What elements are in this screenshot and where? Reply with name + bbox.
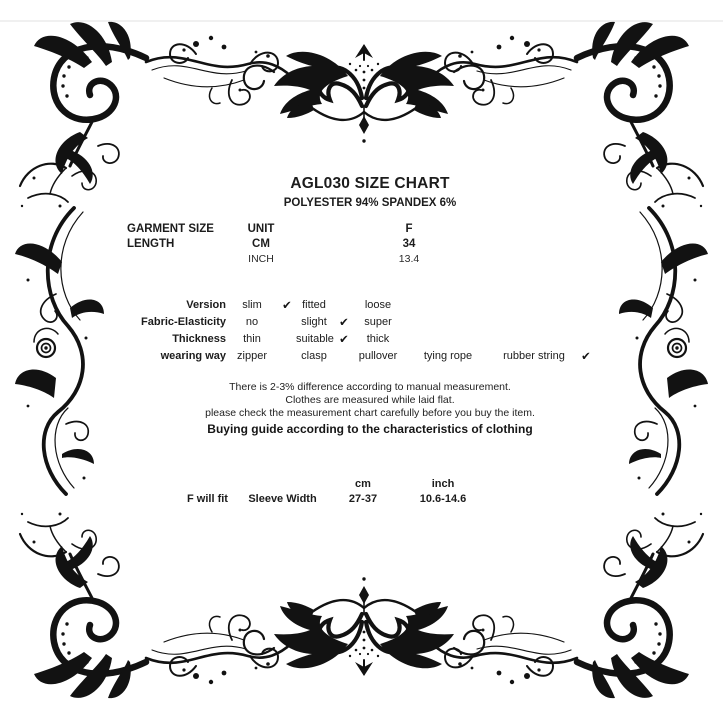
garment-size-table [127,221,471,266]
flourish-crest-top [164,44,564,143]
option-label: rubber string [503,349,565,362]
size-row-label: LENGTH [127,237,175,250]
option-label: pullover [358,349,398,362]
check-icon: ✔ [339,333,349,346]
fit-table [170,476,480,506]
option-label: super [364,315,392,328]
option-label: slim [242,298,262,311]
attribute-label: Fabric-Elasticity [141,315,226,328]
option-label: fitted [302,298,326,311]
size-unit-inch: INCH [248,252,274,265]
flourish-corner-bottom-left [20,513,292,699]
size-unit-header: UNIT [247,222,275,235]
attribute-label: Thickness [172,332,226,345]
check-icon: ✔ [282,299,292,312]
fit-header-inch: inch [431,477,455,490]
option-label: thin [243,332,261,345]
size-column-header: F [405,222,413,235]
option-label: suitable [296,332,334,345]
fit-cm-value: 27-37 [348,492,378,505]
option-label: thick [366,332,390,345]
buying-guide-heading: Buying guide according to the characteristics of clothing [207,422,533,436]
option-label: no [245,315,259,328]
option-label: zipper [237,349,267,362]
flourish-vine-right [619,208,708,494]
note-line: please check the measurement chart carefully before you buy the item. [205,407,535,419]
measurement-notes [17,381,723,420]
size-unit-cm: CM [252,237,270,250]
check-icon: ✔ [581,350,591,363]
fit-inch-value: 10.6-14.6 [419,492,467,505]
length-inch-value: 13.4 [398,252,420,265]
attribute-label: wearing way [160,349,226,362]
flourish-vine-left [15,208,104,494]
check-icon: ✔ [339,316,349,329]
flourish-crest-bottom [164,577,564,676]
fit-measure-label: Sleeve Width [248,492,317,505]
option-label: clasp [301,349,327,362]
note-line: There is 2-3% difference according to manual measurement. [229,381,511,393]
length-cm-value: 34 [402,237,416,250]
option-label: loose [364,298,392,311]
attribute-label: Version [186,298,226,311]
page-title: AGL030 SIZE CHART [290,175,450,192]
attributes-table [106,296,600,364]
size-row-label: GARMENT SIZE [127,222,214,235]
fit-header-cm: cm [355,477,371,490]
option-label: slight [301,315,327,328]
note-line: Clothes are measured while laid flat. [285,394,455,406]
fabric-composition: POLYESTER 94% SPANDEX 6% [283,197,457,209]
flourish-corner-bottom-right [431,513,703,699]
option-label: tying rope [423,349,473,362]
fit-size-label: F will fit [187,492,228,505]
